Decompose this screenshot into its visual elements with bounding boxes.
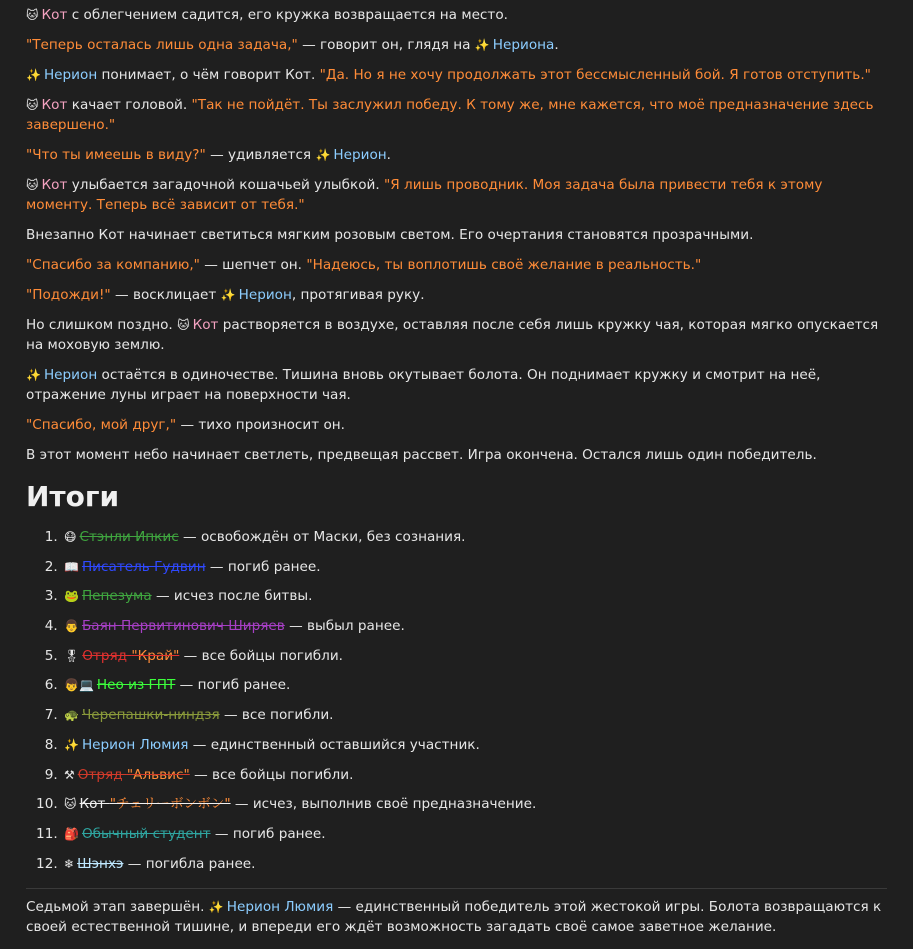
result-item xyxy=(62,794,887,814)
result-item xyxy=(62,616,887,636)
narration: В этот момент небо начинает светлеть, предвещая рассвет. Игра окончена. Остался лишь один победитель. xyxy=(26,447,817,463)
quote: "Так не пойдёт. Ты заслужил победу. К тому же, мне кажется, что моё предназначение здесь завершено." xyxy=(26,97,874,133)
story-paragraph-5 xyxy=(26,145,887,165)
sparkles-icon: ✨ xyxy=(208,899,224,914)
narration: . xyxy=(554,37,559,53)
result-item xyxy=(62,854,887,874)
character-name: Кот xyxy=(41,97,68,113)
sparkles-icon: ✨ xyxy=(26,368,41,382)
character-name: Кот xyxy=(41,7,68,23)
narration: с облегчением садится, его кружка возвращается на место. xyxy=(67,7,508,23)
narration: Внезапно Кот начинает светиться мягким розовым светом. Его очертания становятся прозрачными. xyxy=(26,227,754,243)
narration: — удивляется xyxy=(205,147,316,163)
snowflake-icon: ❄ xyxy=(64,856,75,871)
story-paragraph-4 xyxy=(26,95,887,135)
quote: "Подожди!" xyxy=(26,287,111,303)
quote: "Спасибо, мой друг," xyxy=(26,417,177,433)
boy-laptop-icon: 👦💻 xyxy=(64,678,94,693)
sparkles-icon: ✨ xyxy=(26,68,41,82)
result-item xyxy=(62,824,887,844)
story-paragraph-12 xyxy=(26,415,887,435)
turtle-icon: 🐢 xyxy=(64,708,79,723)
participant-status: — все погибли. xyxy=(219,707,334,724)
cat-icon: 🐱 xyxy=(26,98,39,112)
narration: — восклицает xyxy=(110,287,221,303)
sparkles-icon: ✨ xyxy=(315,148,331,162)
narration: . xyxy=(386,147,391,163)
sparkles-icon: ✨ xyxy=(220,288,236,302)
participant-name: Черепашки-ниндзя xyxy=(81,707,220,724)
divider xyxy=(26,888,887,889)
participant-status: — погибла ранее. xyxy=(123,855,256,872)
story-paragraph-6 xyxy=(26,175,887,215)
participant-name: Нео из ГПТ xyxy=(96,677,176,694)
result-item xyxy=(62,527,887,547)
masked-face-icon: 😷 xyxy=(64,530,77,544)
participant-name: Стэнли Ипкис xyxy=(79,529,179,545)
cat-icon: 🐱 xyxy=(26,178,39,192)
result-item xyxy=(62,705,887,725)
character-name: Нерион xyxy=(238,287,292,303)
participant-status: — исчез после битвы. xyxy=(151,588,313,605)
story-paragraph-9 xyxy=(26,285,887,305)
narration: улыбается загадочной кошачьей улыбкой. xyxy=(67,177,385,193)
sparkles-icon: ✨ xyxy=(64,737,79,752)
character-name: Нерион xyxy=(333,147,387,163)
story-paragraph-2 xyxy=(26,35,887,55)
result-item xyxy=(62,557,887,577)
participant-name: Писатель Гудвин xyxy=(81,558,206,575)
participant-status: — погиб ранее. xyxy=(175,677,291,694)
man-icon: 👨 xyxy=(64,619,79,634)
story-paragraph-1 xyxy=(26,5,887,25)
story-paragraph-13 xyxy=(26,445,887,465)
participant-name: Нерион Люмия xyxy=(81,736,189,753)
result-item xyxy=(62,646,887,666)
cat-icon: 🐱 xyxy=(64,797,77,812)
participant-status: — единственный оставшийся участник. xyxy=(188,736,480,753)
quote: "Что ты имеешь в виду?" xyxy=(26,147,206,163)
story-paragraph-11 xyxy=(26,365,887,405)
cat-icon: 🐱 xyxy=(177,318,190,332)
quote: "Надеюсь, ты воплотишь своё желание в реальность." xyxy=(306,257,702,273)
participant-name: Шэнхэ xyxy=(77,855,124,872)
participant-status: — выбыл ранее. xyxy=(284,618,405,635)
results-list xyxy=(26,527,887,874)
narration: остаётся в одиночестве. Тишина вновь окутывает болота. Он поднимает кружку и смотрит на неё, отражение луны играет на поверхности чая. xyxy=(26,367,821,403)
backpack-icon: 🎒 xyxy=(64,826,79,841)
narration: — единственный победитель этой жестокой игры. Болота возвращаются к своей естественной тишине, и впереди его ждёт возможность загадать своё самое заветное желание. xyxy=(26,898,882,935)
footer-paragraph xyxy=(26,897,887,937)
sparkles-icon: ✨ xyxy=(474,38,490,52)
character-name: Нерион xyxy=(43,67,98,83)
story-paragraph-3 xyxy=(26,65,887,85)
participant-name: Баян Первитинович Ширяев xyxy=(81,618,285,635)
cat-icon: 🐱 xyxy=(26,8,39,22)
narration: растворяется в воздухе, оставляя после себя лишь кружку чая, которая мягко опускается на моховую землю. xyxy=(26,317,879,353)
participant-status: — погиб ранее. xyxy=(205,558,321,575)
participant-name: Отряд "Альвис" xyxy=(77,766,190,783)
medal-icon: 🎖 xyxy=(64,648,80,663)
narration: — шепчет он. xyxy=(199,257,307,273)
participant-status: — погиб ранее. xyxy=(210,825,326,842)
narration: — говорит он, глядя на xyxy=(297,37,475,53)
story-paragraph-7 xyxy=(26,225,887,245)
quote: "Я лишь проводник. Моя задача была привести тебя к этому моменту. Теперь всё зависит от тебя." xyxy=(26,177,823,213)
story-paragraph-8 xyxy=(26,255,887,275)
participant-name: Пепезума xyxy=(81,588,152,605)
quote: "Да. Но я не хочу продолжать этот бессмысленный бой. Я готов отступить." xyxy=(319,67,871,83)
result-item xyxy=(62,675,887,695)
result-item xyxy=(62,735,887,755)
story-paragraph-10 xyxy=(26,315,887,355)
narration: — тихо произносит он. xyxy=(176,417,345,433)
quote: "Спасибо за компанию," xyxy=(26,257,200,273)
character-name: Нерион xyxy=(43,367,98,383)
participant-name: Обычный студент xyxy=(81,825,211,842)
narration: Но слишком поздно. xyxy=(26,317,178,333)
participant-status: — освобождён от Маски, без сознания. xyxy=(178,529,466,545)
participant-status: — исчез, выполнив своё предназначение. xyxy=(230,796,537,813)
hammer-pick-icon: ⚒ xyxy=(64,767,75,782)
narration: , протягивая руку. xyxy=(291,287,425,303)
result-item xyxy=(62,586,887,606)
character-name: Кот xyxy=(41,177,68,193)
results-heading: Итоги xyxy=(26,480,120,513)
narration: понимает, о чём говорит Кот. xyxy=(97,67,320,83)
narration: Седьмой этап завершён. xyxy=(26,898,209,915)
participant-status: — все бойцы погибли. xyxy=(189,766,354,783)
participant-status: — все бойцы погибли. xyxy=(179,647,343,664)
frog-icon: 🐸 xyxy=(64,589,79,604)
result-item xyxy=(62,765,887,785)
character-name: Нериона xyxy=(492,37,555,53)
character-name: Нерион Люмия xyxy=(226,898,334,915)
book-icon: 📖 xyxy=(64,559,79,574)
narration: качает головой. xyxy=(67,97,192,113)
participant-name: Кот "チェリーボンボン" xyxy=(79,796,231,813)
character-name: Кот xyxy=(192,317,219,333)
quote: "Теперь осталась лишь одна задача," xyxy=(26,37,298,53)
participant-name: Отряд "Край" xyxy=(82,647,180,664)
